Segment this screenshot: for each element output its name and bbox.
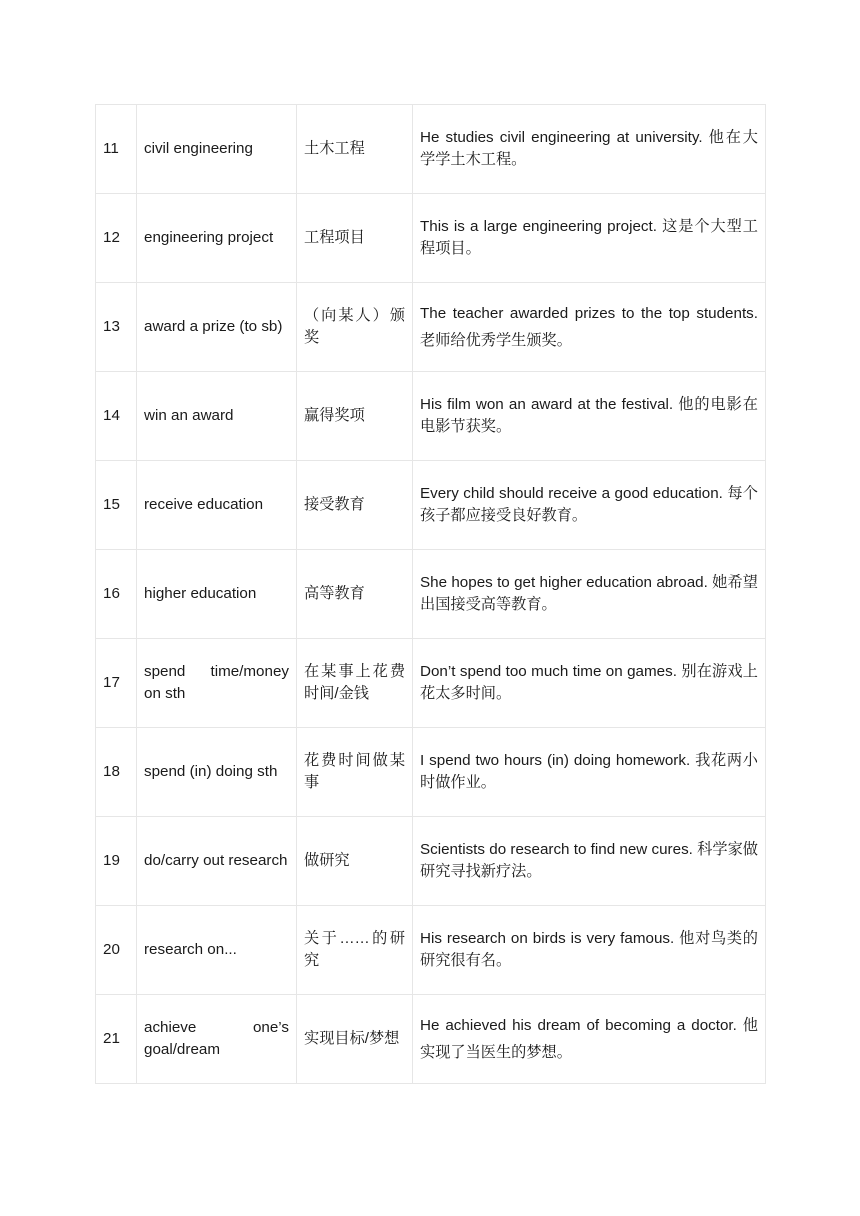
example-sentence-cell: Scientists do research to find new cures. 科学家做研究寻找新疗法。 [413, 817, 766, 906]
table-row [96, 194, 766, 283]
phrase-cell: engineering project [137, 194, 297, 283]
example-sentence-cell: The teacher awarded prizes to the top students. 老师给优秀学生颁奖。 [413, 283, 766, 372]
row-number: 11 [96, 105, 137, 194]
chinese-meaning-cell: 高等教育 [297, 550, 413, 639]
chinese-meaning-cell: 实现目标/梦想 [297, 995, 413, 1084]
phrase-cell: civil engineering [137, 105, 297, 194]
table-row [96, 550, 766, 639]
table-row [96, 372, 766, 461]
row-number: 12 [96, 194, 137, 283]
chinese-meaning-cell: 做研究 [297, 817, 413, 906]
row-number: 21 [96, 995, 137, 1084]
table-row [96, 283, 766, 372]
vocabulary-table [95, 104, 766, 1084]
row-number: 15 [96, 461, 137, 550]
row-number: 18 [96, 728, 137, 817]
phrase-cell: award a prize (to sb) [137, 283, 297, 372]
example-sentence-cell: She hopes to get higher education abroad. 她希望出国接受高等教育。 [413, 550, 766, 639]
example-sentence-cell: He studies civil engineering at university. 他在大学学土木工程。 [413, 105, 766, 194]
phrase-cell: spend time/money on sth [137, 639, 297, 728]
row-number: 19 [96, 817, 137, 906]
example-sentence-cell: Don’t spend too much time on games. 别在游戏上花太多时间。 [413, 639, 766, 728]
example-sentence-cell: This is a large engineering project. 这是个大型工程项目。 [413, 194, 766, 283]
example-sentence-cell: I spend two hours (in) doing homework. 我花两小时做作业。 [413, 728, 766, 817]
chinese-meaning-cell: 工程项目 [297, 194, 413, 283]
chinese-meaning-cell: （向某人）颁奖 [297, 283, 413, 372]
chinese-meaning-cell: 土木工程 [297, 105, 413, 194]
phrase-cell: achieve one’s goal/dream [137, 995, 297, 1084]
row-number: 13 [96, 283, 137, 372]
table-row [96, 906, 766, 995]
row-number: 17 [96, 639, 137, 728]
row-number: 20 [96, 906, 137, 995]
row-number: 14 [96, 372, 137, 461]
example-sentence-cell: He achieved his dream of becoming a doctor. 他实现了当医生的梦想。 [413, 995, 766, 1084]
table-row [96, 461, 766, 550]
example-sentence-cell: His film won an award at the festival. 他的电影在电影节获奖。 [413, 372, 766, 461]
phrase-cell: spend (in) doing sth [137, 728, 297, 817]
table-row [96, 105, 766, 194]
table-row [96, 817, 766, 906]
example-sentence-cell: His research on birds is very famous. 他对鸟类的研究很有名。 [413, 906, 766, 995]
example-sentence-cell: Every child should receive a good education. 每个孩子都应接受良好教育。 [413, 461, 766, 550]
chinese-meaning-cell: 赢得奖项 [297, 372, 413, 461]
phrase-cell: do/carry out research [137, 817, 297, 906]
phrase-cell: win an award [137, 372, 297, 461]
table-row [96, 995, 766, 1084]
chinese-meaning-cell: 关于……的研究 [297, 906, 413, 995]
table-row [96, 728, 766, 817]
phrase-cell: receive education [137, 461, 297, 550]
table-row [96, 639, 766, 728]
phrase-cell: research on... [137, 906, 297, 995]
row-number: 16 [96, 550, 137, 639]
chinese-meaning-cell: 接受教育 [297, 461, 413, 550]
chinese-meaning-cell: 在某事上花费时间/金钱 [297, 639, 413, 728]
chinese-meaning-cell: 花费时间做某事 [297, 728, 413, 817]
phrase-cell: higher education [137, 550, 297, 639]
